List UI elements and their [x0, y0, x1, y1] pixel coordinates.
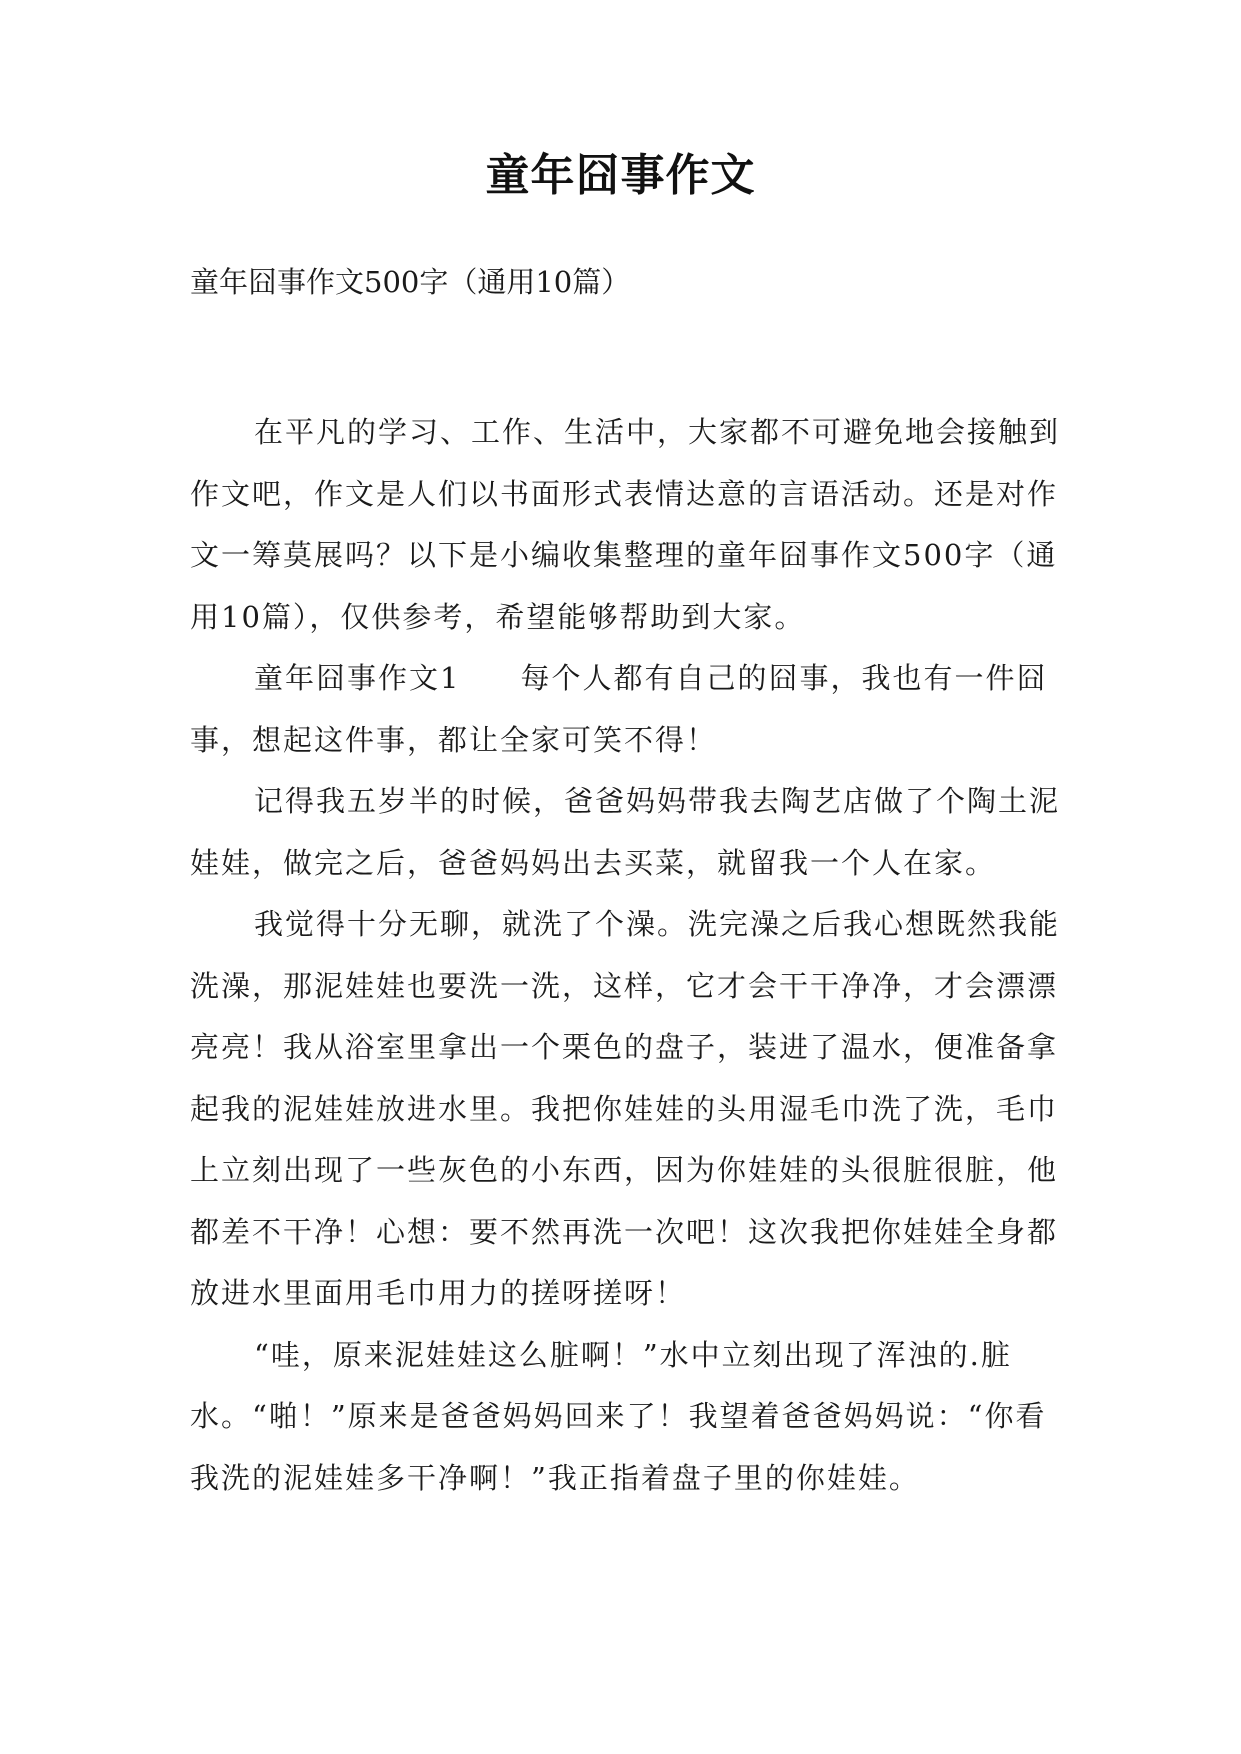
page-title: 童年囧事作文 [485, 150, 756, 201]
essay-first-sentence: 每个人都有自己的囧事，我也有一件囧事，想起这件事，都让全家可笑不得！ [190, 661, 1048, 757]
essay-paragraph-4: “哇，原来泥娃娃这么脏啊！”水中立刻出现了浑浊的.脏水。“啪！”原来是爸爸妈妈回来了！我望着爸爸妈妈说：“你看我洗的泥娃娃多干净啊！”我正指着盘子里的你娃娃。 [190, 1337, 1047, 1495]
essay-paragraph-2: 记得我五岁半的时候，爸爸妈妈带我去陶艺店做了个陶土泥娃娃，做完之后，爸爸妈妈出去买菜，就留我一个人在家。 [190, 784, 1061, 880]
essay-heading: 童年囧事作文1 [254, 661, 461, 695]
essay-paragraph-1 [190, 648, 1070, 771]
intro-paragraph: 在平凡的学习、工作、生活中，大家都不可避免地会接触到作文吧，作文是人们以书面形式表情达意的言语活动。还是对作文一筹莫展吗？以下是小编收集整理的童年囧事作文500字（通用10篇），仅供参考，希望能够帮助到大家。 [190, 415, 1061, 634]
document-subtitle: 童年囧事作文500字（通用10篇） [190, 265, 631, 299]
essay-paragraph-3: 我觉得十分无聊，就洗了个澡。洗完澡之后我心想既然我能洗澡，那泥娃娃也要洗一洗，这样，它才会干干净净，才会漂漂亮亮！我从浴室里拿出一个栗色的盘子，装进了温水，便准备拿起我的泥娃娃放进水里。我把你娃娃的头用湿毛巾洗了洗，毛巾上立刻出现了一些灰色的小东西，因为你娃娃的头很脏很脏，他都差不干净！心想：要不然再洗一次吧！这次我把你娃娃全身都放进水里面用毛巾用力的搓呀搓呀！ [190, 907, 1061, 1310]
document-body [190, 402, 1070, 1509]
